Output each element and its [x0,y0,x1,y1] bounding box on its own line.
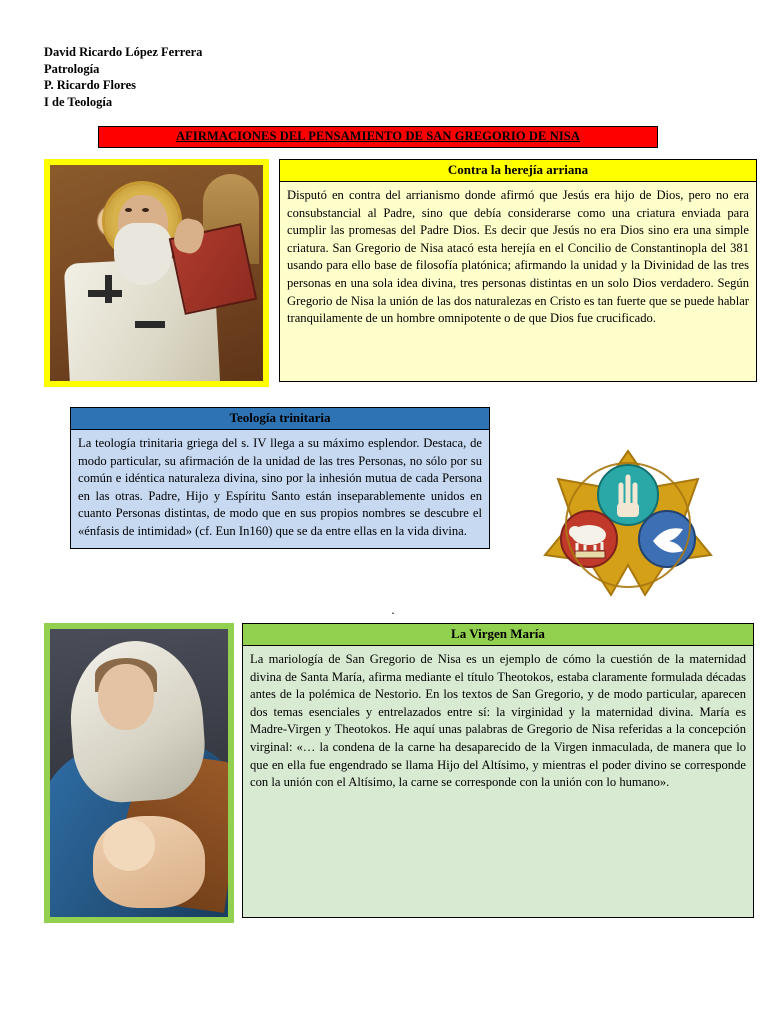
madonna-and-child-art [50,629,228,917]
header-line-professor: P. Ricardo Flores [44,78,137,92]
saint-gregory-icon [44,159,269,387]
arrian-card-heading: Contra la herejía arriana [279,159,757,182]
arrian-card-body: Disputó en contra del arrianismo donde afirmó que Jesús era hijo de Dios, pero no era consubstancial al Padre, sino que debía considerarse como una criatura enviada para cumplir las promesas del Padre Dios. Es decir que Jesús no era Dios sino era una simple criatura. San Gregorio de Nisa atacó esta herejía en el Concilio de Constantinopla del 381 usando para ello base de filosofía platónica; afirmando la unidad y la Divinidad de las tres personas en una sola idea divina, tres personas distintas en un solo Dios verdadero. Según Gregorio de Nisa la unión de las dos naturalezas en Cristo es tan fuerte que se puede hablar tranquilamente de un hombre omnipotente o de que Dios fue crucificado. [279,182,757,382]
section-trinitarian-theology [70,407,732,597]
page-title: AFIRMACIONES DEL PENSAMIENTO DE SAN GREGORIO DE NISA [98,126,658,148]
arrian-card [279,159,757,382]
mary-card [242,623,754,918]
section-arrian-heresy [44,159,749,387]
madonna-and-child-painting [44,623,234,923]
saint-gregory-icon-art [50,165,263,381]
trinity-card [70,407,490,549]
trinity-card-body: La teología trinitaria griega del s. IV llega a su máximo esplendor. Destaca, de modo particular, su afirmación de la unidad de las tres Personas, no sólo por su común e idéntica naturaleza divina, sino por la inhesión mutua de cada Persona en las otras. Padre, Hijo y Espíritu Santo están inseparablemente unidos en cuanto Personas distintas, de modo que en sus propios nombres se descubre el «énfasis de intimidad» (cf. Eun In160) que se da entre ellas en la vida divina. [70,430,490,549]
paragraph-separator: . [391,602,395,617]
trinity-card-heading: Teología trinitaria [70,407,490,430]
header-line-subject: Patrología [44,61,100,76]
mary-card-heading: La Virgen María [242,623,754,646]
trinity-shield-svg [533,447,723,597]
header-line-author: David Ricardo López Ferrera [44,45,203,59]
author-header [44,44,732,110]
section-virgin-mary [44,623,746,923]
mary-card-body: La mariología de San Gregorio de Nisa es un ejemplo de cómo la cuestión de la maternidad divina de Santa María, afirma mediante el título Theotokos, estaba claramente formulada décadas antes de la polémica de Nestorio. En los textos de San Gregorio, y de modo particular, aparecen dos temas esenciales y entrelazados entre sí: la virginidad y la maternidad divina. María es Madre-Virgen y Theotokos. He aquí unas palabras de Gregorio de Nisa referidas a la concepción virginal: «… la condena de la carne ha desaparecido de la Virgen inmaculada, de manera que lo que en ella fue engendrado se llama Hijo del Altísimo, y mientras el poder divino se corresponde con la unión con el Altísimo, la carne se corresponde con la unión con lo humano». [242,646,754,918]
header-line-course: I de Teología [44,94,113,109]
trinity-shield-diagram [528,407,728,597]
